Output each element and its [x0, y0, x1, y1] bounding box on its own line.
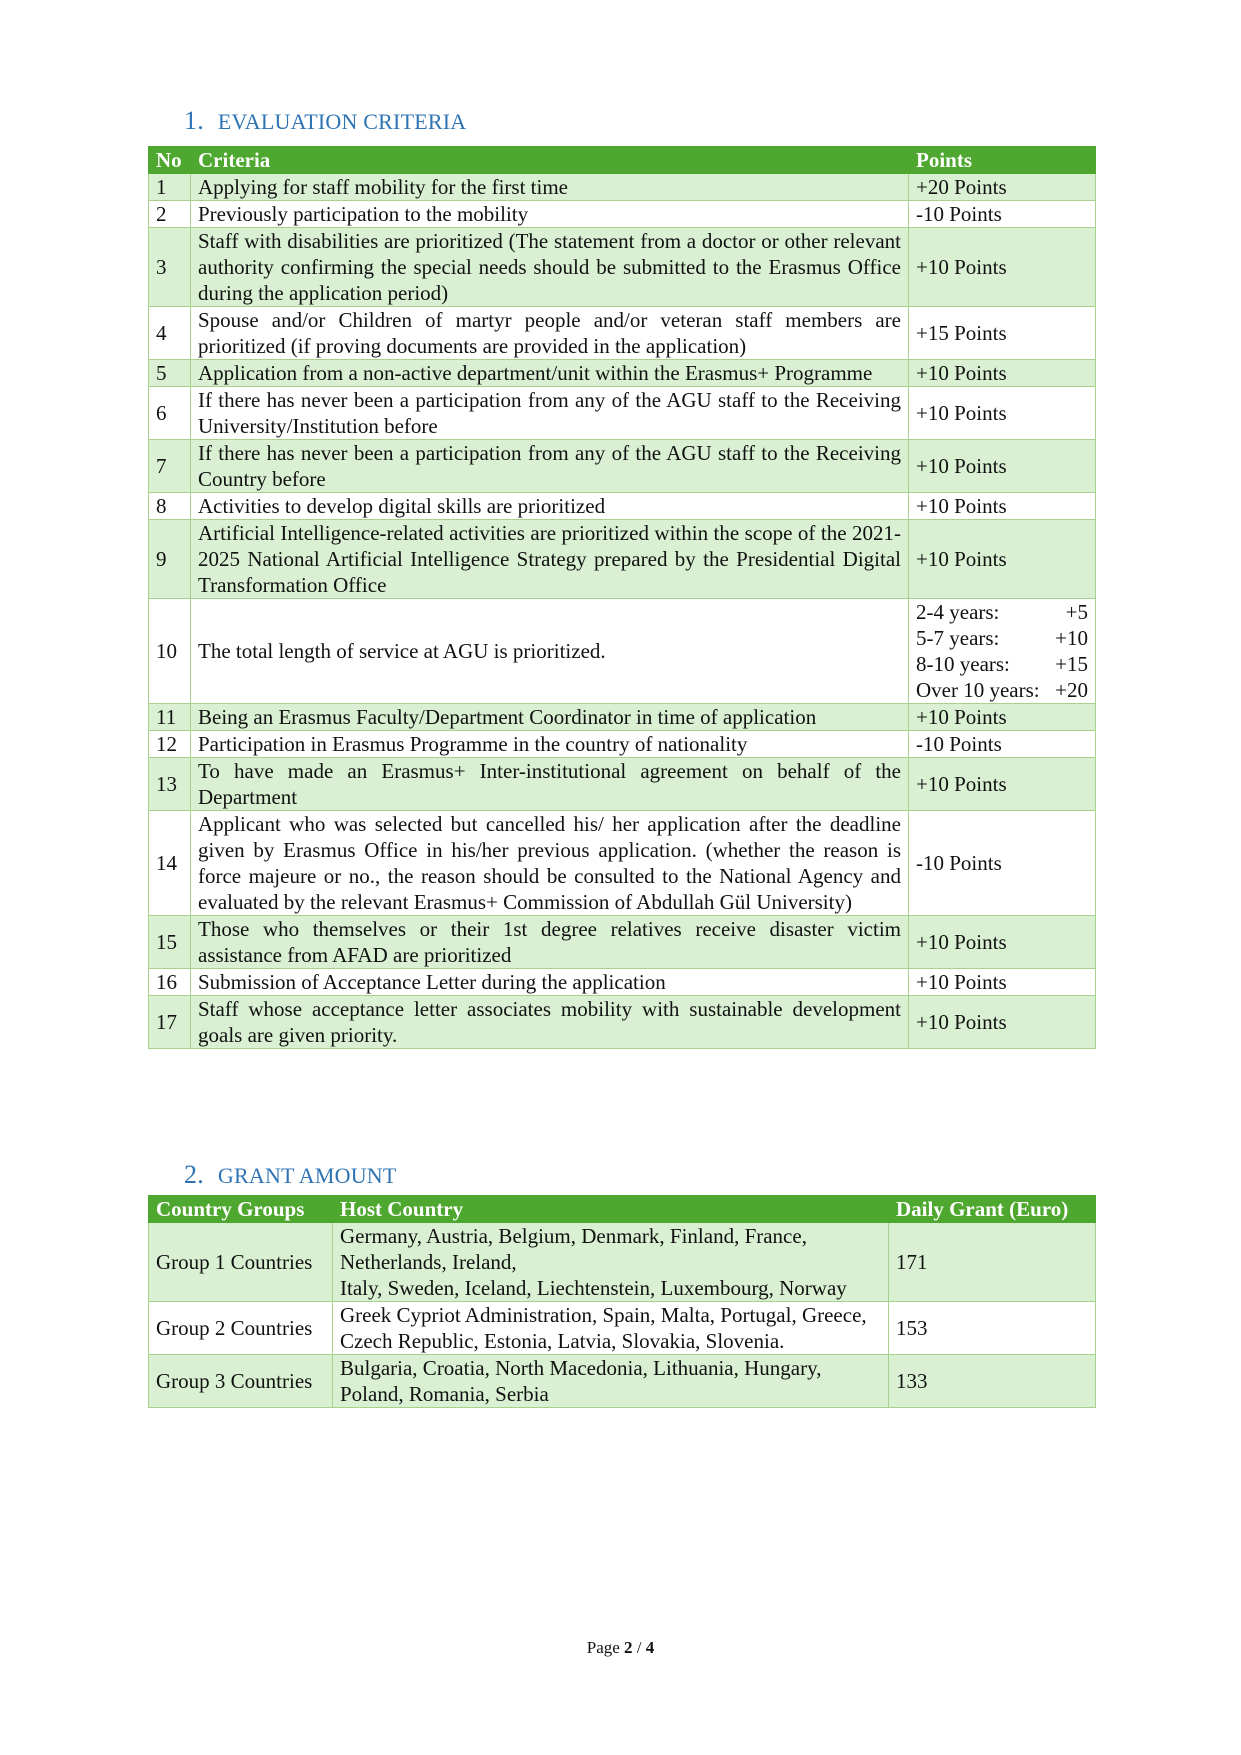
table-row — [149, 440, 1096, 493]
evaluation-criteria-table — [148, 146, 1096, 1049]
row-criteria: Those who themselves or their 1st degree relatives receive disaster victim assistance from AFAD are prioritized — [191, 916, 909, 969]
service-value: +5 — [1065, 600, 1088, 624]
table-row — [149, 758, 1096, 811]
row-points: -10 Points — [909, 731, 1096, 758]
row-criteria: Participation in Erasmus Programme in the country of nationality — [191, 731, 909, 758]
daily-grant: 153 — [889, 1302, 1096, 1355]
row-number: 13 — [149, 758, 191, 811]
row-number: 15 — [149, 916, 191, 969]
service-value: +15 — [1055, 652, 1088, 676]
service-points-line — [916, 625, 1088, 651]
table-row — [149, 174, 1096, 201]
row-points: +10 Points — [909, 493, 1096, 520]
section-heading-grant — [184, 1160, 397, 1190]
service-points-line — [916, 651, 1088, 677]
table-row — [149, 307, 1096, 360]
row-number: 3 — [149, 228, 191, 307]
header-host-country: Host Country — [333, 1196, 889, 1223]
row-criteria: Staff whose acceptance letter associates mobility with sustainable development goals are given priority. — [191, 996, 909, 1049]
table-row — [149, 1302, 1096, 1355]
row-criteria: The total length of service at AGU is prioritized. — [191, 599, 909, 704]
host-countries — [333, 1223, 889, 1302]
table-header-row — [149, 1196, 1096, 1223]
table-row — [149, 360, 1096, 387]
row-points: +10 Points — [909, 916, 1096, 969]
page-footer — [0, 1638, 1241, 1658]
header-country-groups: Country Groups — [149, 1196, 333, 1223]
row-criteria: Being an Erasmus Faculty/Department Coordinator in time of application — [191, 704, 909, 731]
host-countries — [333, 1302, 889, 1355]
service-points-line — [916, 677, 1088, 703]
row-number: 14 — [149, 811, 191, 916]
host-country-line: Greek Cypriot Administration, Spain, Malta, Portugal, Greece, Czech Republic, Estonia, Latvia, Slovakia, Slovenia. — [340, 1303, 867, 1353]
row-number: 5 — [149, 360, 191, 387]
section-number: 1. — [184, 106, 204, 135]
row-number: 4 — [149, 307, 191, 360]
row-points: +10 Points — [909, 996, 1096, 1049]
row-criteria: If there has never been a participation from any of the AGU staff to the Receiving University/Institution before — [191, 387, 909, 440]
section-title: GRANT AMOUNT — [217, 1163, 397, 1188]
row-points: -10 Points — [909, 201, 1096, 228]
row-number: 11 — [149, 704, 191, 731]
row-number: 17 — [149, 996, 191, 1049]
table-row — [149, 520, 1096, 599]
row-criteria: Applying for staff mobility for the first time — [191, 174, 909, 201]
host-country-line: Bulgaria, Croatia, North Macedonia, Lithuania, Hungary, Poland, Romania, Serbia — [340, 1356, 822, 1406]
row-points: +10 Points — [909, 387, 1096, 440]
row-criteria: Spouse and/or Children of martyr people and/or veteran staff members are prioritized (if proving documents are provided in the application) — [191, 307, 909, 360]
table-row — [149, 201, 1096, 228]
row-criteria: If there has never been a participation from any of the AGU staff to the Receiving Country before — [191, 440, 909, 493]
header-no: No — [149, 147, 191, 174]
row-points: +10 Points — [909, 704, 1096, 731]
page-current: 2 — [624, 1638, 633, 1657]
table-row — [149, 969, 1096, 996]
row-criteria: Artificial Intelligence-related activities are prioritized within the scope of the 2021-2025 National Artificial Intelligence Strategy prepared by the Presidential Digital Transformation Office — [191, 520, 909, 599]
header-criteria: Criteria — [191, 147, 909, 174]
table-row — [149, 731, 1096, 758]
host-country-line: Germany, Austria, Belgium, Denmark, Finland, France, Netherlands, Ireland, — [340, 1224, 807, 1274]
host-country-line: Italy, Sweden, Iceland, Liechtenstein, Luxembourg, Norway — [340, 1276, 847, 1300]
service-range: Over 10 years: — [916, 678, 1040, 702]
row-number: 8 — [149, 493, 191, 520]
page-total: 4 — [645, 1638, 655, 1657]
table-row — [149, 228, 1096, 307]
country-group: Group 1 Countries — [149, 1223, 333, 1302]
service-value: +10 — [1055, 626, 1088, 650]
row-points: +10 Points — [909, 440, 1096, 493]
row-number: 6 — [149, 387, 191, 440]
row-number: 10 — [149, 599, 191, 704]
row-points: +10 Points — [909, 228, 1096, 307]
header-daily-grant: Daily Grant (Euro) — [889, 1196, 1096, 1223]
table-row — [149, 1355, 1096, 1408]
table-row — [149, 1223, 1096, 1302]
service-range: 8-10 years: — [916, 652, 1010, 676]
table-row — [149, 493, 1096, 520]
row-number: 7 — [149, 440, 191, 493]
daily-grant: 171 — [889, 1223, 1096, 1302]
row-criteria: Previously participation to the mobility — [191, 201, 909, 228]
row-points — [909, 599, 1096, 704]
row-points: +10 Points — [909, 969, 1096, 996]
row-criteria: Staff with disabilities are prioritized (The statement from a doctor or other relevant authority confirming the special needs should be submitted to the Erasmus Office during the application period) — [191, 228, 909, 307]
table-header-row — [149, 147, 1096, 174]
row-criteria: Applicant who was selected but cancelled his/ her application after the deadline given by Erasmus Office in his/her previous application. (whether the reason is force majeure or no., the reason should be consulted to the National Agency and evaluated by the relevant Erasmus+ Commission of Abdullah Gül University) — [191, 811, 909, 916]
row-points: -10 Points — [909, 811, 1096, 916]
row-number: 9 — [149, 520, 191, 599]
header-points: Points — [909, 147, 1096, 174]
section-title: EVALUATION CRITERIA — [217, 109, 467, 134]
table-row — [149, 996, 1096, 1049]
service-range: 2-4 years: — [916, 600, 1000, 624]
table-row — [149, 811, 1096, 916]
country-group: Group 2 Countries — [149, 1302, 333, 1355]
host-countries — [333, 1355, 889, 1408]
country-group: Group 3 Countries — [149, 1355, 333, 1408]
row-number: 16 — [149, 969, 191, 996]
section-number: 2. — [184, 1160, 204, 1189]
service-range: 5-7 years: — [916, 626, 1000, 650]
row-number: 1 — [149, 174, 191, 201]
row-points: +15 Points — [909, 307, 1096, 360]
row-number: 12 — [149, 731, 191, 758]
service-points-line — [916, 599, 1088, 625]
row-points: +10 Points — [909, 758, 1096, 811]
service-value: +20 — [1055, 678, 1088, 702]
table-row — [149, 704, 1096, 731]
grant-amount-table — [148, 1195, 1096, 1408]
daily-grant: 133 — [889, 1355, 1096, 1408]
row-points: +20 Points — [909, 174, 1096, 201]
page-separator: / — [636, 1638, 642, 1657]
row-number: 2 — [149, 201, 191, 228]
table-row — [149, 916, 1096, 969]
row-criteria: Application from a non-active department/unit within the Erasmus+ Programme — [191, 360, 909, 387]
row-criteria: To have made an Erasmus+ Inter-institutional agreement on behalf of the Department — [191, 758, 909, 811]
row-points: +10 Points — [909, 520, 1096, 599]
section-heading-evaluation — [184, 106, 466, 136]
row-points: +10 Points — [909, 360, 1096, 387]
row-criteria: Submission of Acceptance Letter during the application — [191, 969, 909, 996]
row-criteria: Activities to develop digital skills are prioritized — [191, 493, 909, 520]
table-row — [149, 599, 1096, 704]
page-label: Page — [586, 1638, 620, 1657]
table-row — [149, 387, 1096, 440]
